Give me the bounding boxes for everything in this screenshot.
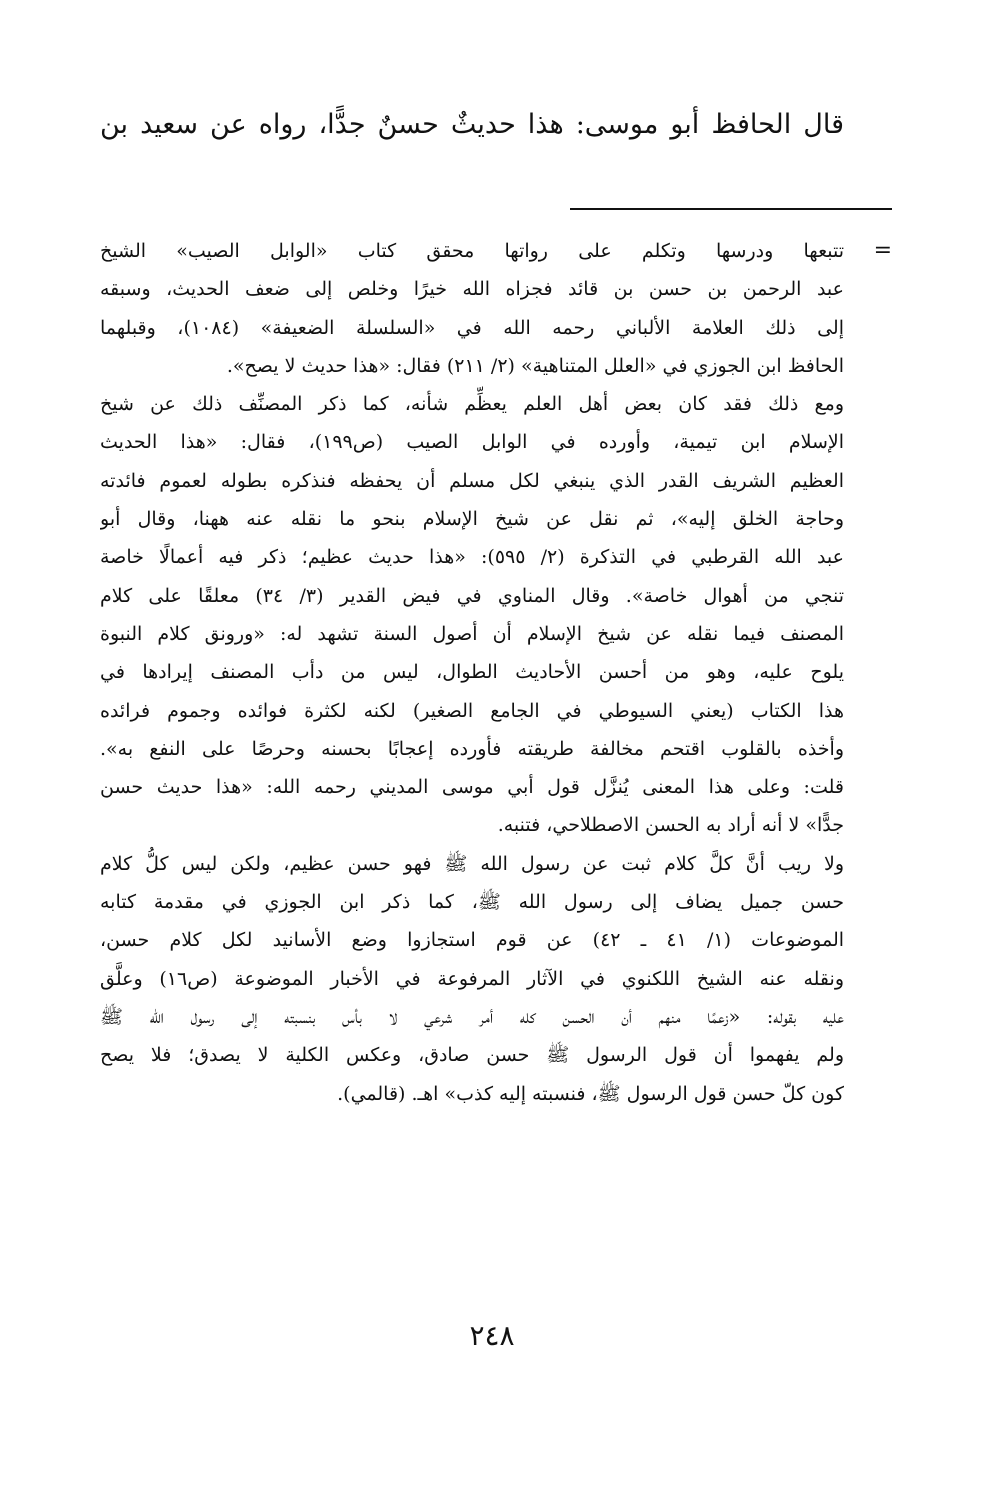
footnote-line: تتبعها ودرسها وتكلم على رواتها محقق كتاب «الوابل الصيب» الشيخ bbox=[100, 240, 844, 262]
footnote-line: وحاجة الخلق إليه»، ثم نقل عن شيخ الإسلام بنحو ما نقله عنه ههنا، وقال أبو bbox=[100, 508, 844, 531]
footnote-line: عليه بقوله: «زعمًا منهم أن الحسن كله أمر شرعي لا بأس بنسبته إلى رسول الله ﷺ bbox=[100, 1005, 844, 1028]
footnote-continuation-marker: = bbox=[873, 238, 892, 263]
footnote-line: يلوح عليه، وهو من أحسن الأحاديث الطوال، ليس من دأب المصنف إيرادها في bbox=[100, 661, 844, 684]
main-text-line: قال الحافظ أبو موسى: هذا حديثٌ حسنٌ جدًّا، رواه عن سعيد بن bbox=[100, 109, 844, 140]
footnote-line: الموضوعات (١/ ٤١ ـ ٤٢) عن قوم استجازوا وضع الأسانيد لكل كلام حسن، bbox=[100, 929, 844, 952]
footnote-line: المصنف فيما نقله عن شيخ الإسلام أن أصول السنة تشهد له: «ورونق كلام النبوة bbox=[100, 622, 844, 645]
footnote-line: ولا ريب أنَّ كلَّ كلام ثبت عن رسول الله ﷺ فهو حسن عظيم، ولكن ليس كلُّ كلام bbox=[100, 852, 844, 875]
footnote-line: قلت: وعلى هذا المعنى يُنزَّل قول أبي موسى المديني رحمه الله: «هذا حديث حسن bbox=[100, 776, 844, 799]
footnote-line: ونقله عنه الشيخ اللكنوي في الآثار المرفوعة في الأخبار الموضوعة (ص١٦) وعلَّق bbox=[100, 967, 844, 990]
footnote-line: عبد الرحمن بن حسن بن قائد فجزاه الله خيرًا وخلص إلى ضعف الحديث، وسبقه bbox=[100, 278, 844, 301]
page-number: ٢٤٨ bbox=[469, 1319, 515, 1352]
footnote-line: الإسلام ابن تيمية، وأورده في الوابل الصيب (ص١٩٩)، فقال: «هذا الحديث bbox=[100, 431, 844, 454]
footnote-line: وأخذه بالقلوب اقتحم مخالفة طريقته فأورده إعجابًا بحسنه وحرصًا على النفع به». bbox=[100, 737, 844, 760]
footnote-line: كون كلّ حسن قول الرسول ﷺ، فنسبته إليه كذب» اهـ. (قالمي). bbox=[337, 1082, 844, 1105]
footnote-line: عبد الله القرطبي في التذكرة (٢/ ٥٩٥): «هذا حديث عظيم؛ ذكر فيه أعمالًا خاصة bbox=[100, 546, 844, 569]
footnote-line: الحافظ ابن الجوزي في «العلل المتناهية» (٢/ ٢١١) فقال: «هذا حديث لا يصح». bbox=[226, 354, 844, 377]
footnote-line: العظيم الشريف القدر الذي ينبغي لكل مسلم أن يحفظه فنذكره بطوله لعموم فائدته bbox=[100, 469, 844, 492]
footnote-block bbox=[100, 232, 844, 1113]
footnote-line: ومع ذلك فقد كان بعض أهل العلم يعظِّم شأنه، كما ذكر المصنِّف ذلك عن شيخ bbox=[100, 393, 844, 416]
footnote-line: تنجي من أهوال خاصة». وقال المناوي في فيض القدير (٣/ ٣٤) معلقًا على كلام bbox=[100, 584, 844, 607]
footnote-line: حسن جميل يضاف إلى رسول الله ﷺ، كما ذكر ابن الجوزي في مقدمة كتابه bbox=[100, 891, 844, 914]
footnote-divider bbox=[570, 208, 892, 210]
footnote-line: جدًّا» لا أنه أراد به الحسن الاصطلاحي، فتنبه. bbox=[497, 814, 844, 837]
footnote-line: ولم يفهموا أن قول الرسول ﷺ حسن صادق، وعكس الكلية لا يصدق؛ فلا يصح bbox=[100, 1044, 844, 1067]
footnote-line: هذا الكتاب (يعني السيوطي في الجامع الصغير) لكنه لكثرة فوائده وجموم فرائده bbox=[100, 699, 844, 722]
footnote-line: إلى ذلك العلامة الألباني رحمه الله في «السلسلة الضعيفة» (١٠٨٤)، وقبلهما bbox=[100, 316, 844, 339]
